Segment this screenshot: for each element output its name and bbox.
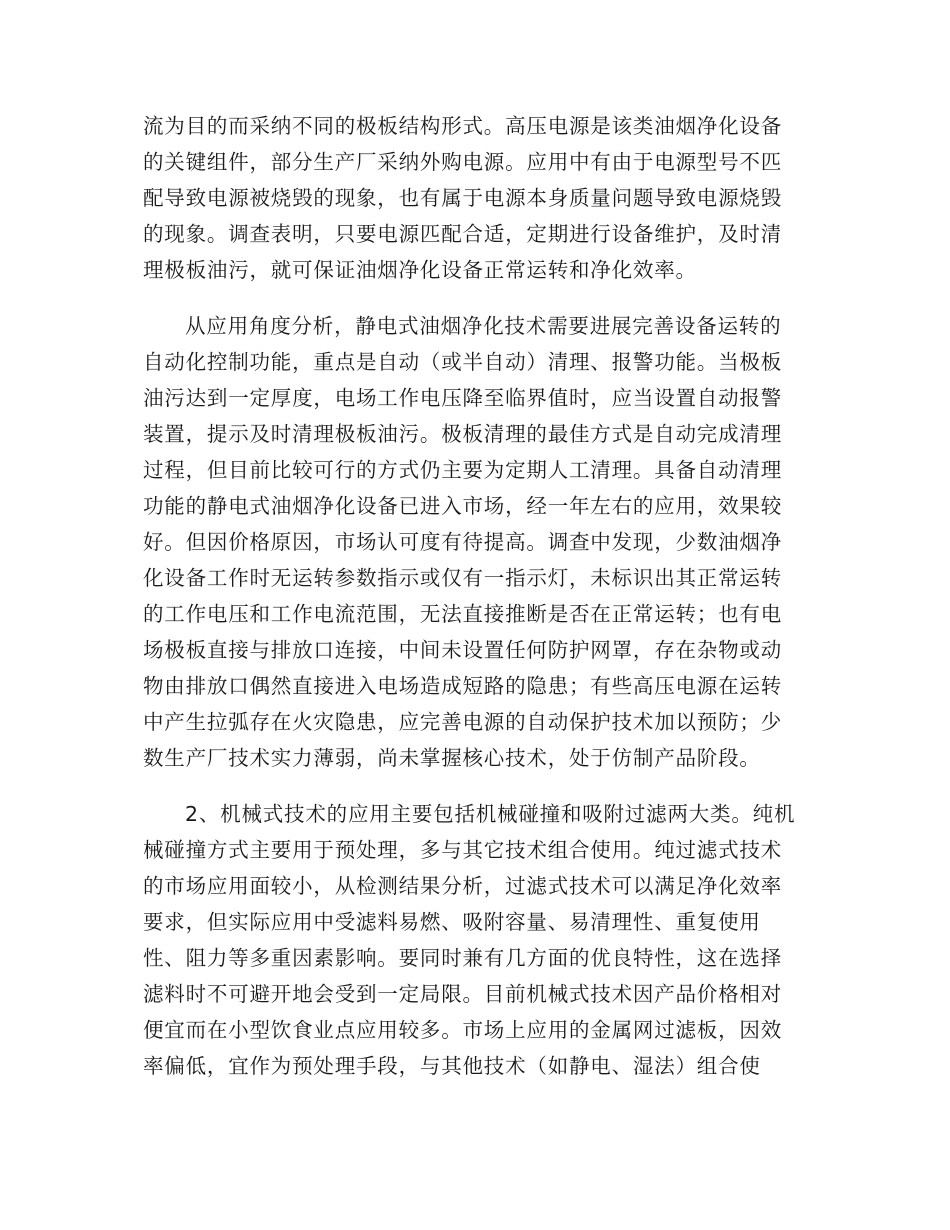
text-line: 配导致电源被烧毁的现象，也有属于电源本身质量问题导致电源烧毁 [143,186,782,210]
text-line: 数生产厂技术实力薄弱，尚未掌握核心技术，处于仿制产品阶段。 [143,746,761,770]
text-line: 2、机械式技术的应用主要包括机械碰撞和吸附过滤两大类。纯机 [185,802,796,826]
text-line: 油污达到一定厚度，电场工作电压降至临界值时，应当设置自动报警 [143,386,782,410]
paragraph-3 [143,796,803,1084]
text-line: 装置，提示及时清理极板油污。极板清理的最佳方式是自动完成清理 [143,422,782,446]
text-line: 的市场应用面较小，从检测结果分析，过滤式技术可以满足净化效率 [143,874,782,898]
text-line: 自动化控制功能，重点是自动（或半自动）清理、报警功能。当极板 [143,350,782,374]
text-line: 流为目的而采纳不同的极板结构形式。高压电源是该类油烟净化设备 [143,114,782,138]
text-line: 便宜而在小型饮食业点应用较多。市场上应用的金属网过滤板，因效 [143,1018,782,1042]
text-line: 过程，但目前比较可行的方式仍主要为定期人工清理。具备自动清理 [143,458,782,482]
text-line: 场极板直接与排放口连接，中间未设置任何防护网罩，存在杂物或动 [143,638,782,662]
text-line: 物由排放口偶然直接进入电场造成短路的隐患；有些高压电源在运转 [143,674,782,698]
text-line: 中产生拉弧存在火灾隐患，应完善电源的自动保护技术加以预防；少 [143,710,782,734]
text-line: 化设备工作时无运转参数指示或仅有一指示灯，未标识出其正常运转 [143,566,782,590]
text-line: 率偏低，宜作为预处理手段，与其他技术（如静电、湿法）组合使 [143,1054,761,1078]
text-line: 好。但因价格原因，市场认可度有待提高。调查中发现，少数油烟净 [143,530,782,554]
text-line: 的工作电压和工作电流范围，无法直接推断是否在正常运转；也有电 [143,602,782,626]
text-line: 从应用角度分析，静电式油烟净化技术需要进展完善设备运转的 [185,314,782,338]
paragraph-1 [143,108,803,288]
text-line: 的现象。调查表明，只要电源匹配合适，定期进行设备维护，及时清 [143,222,782,246]
text-line: 滤料时不可避开地会受到一定局限。目前机械式技术因产品价格相对 [143,982,782,1006]
text-line: 功能的静电式油烟净化设备已进入市场，经一年左右的应用，效果较 [143,494,782,518]
text-line: 要求，但实际应用中受滤料易燃、吸附容量、易清理性、重复使用 [143,910,761,934]
text-line: 理极板油污，就可保证油烟净化设备正常运转和净化效率。 [143,258,697,282]
text-line: 的关键组件，部分生产厂采纳外购电源。应用中有由于电源型号不匹 [143,150,782,174]
text-line: 械碰撞方式主要用于预处理，多与其它技术组合使用。纯过滤式技术 [143,838,782,862]
text-line: 性、阻力等多重因素影响。要同时兼有几方面的优良特性，这在选择 [143,946,782,970]
document-body [143,108,803,1104]
paragraph-2 [143,308,803,776]
